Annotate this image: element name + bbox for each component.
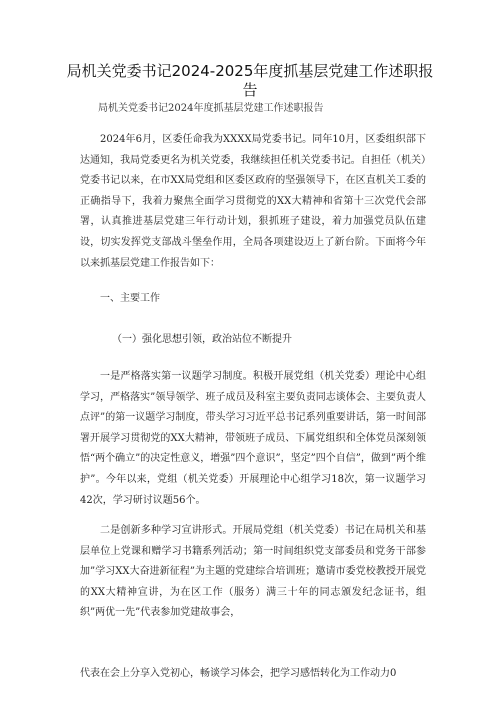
document-title — [0, 62, 500, 100]
document-title-line-2: 告 — [242, 81, 258, 99]
body-paragraph-2: 二是创新多种学习宣讲形式。开展局党组（机关党委）书记在局机关和基层单位上党课和赠学习书籍系列活动；第一时间组织党支部委员和党务干部参加”学习XX大奋进新征程”为主题的党建综合培训班；邀请市委党校教授开展党的XX大精神宣讲，为在区工作（服务）满三十年的同志颁发纪念证书，组织”两优一先”代表参加党建故事会， — [80, 525, 426, 619]
subsection-heading: （一）强化思想引领，政治站位不断提升 — [112, 334, 292, 345]
document-title-line-1: 局机关党委书记2024-2025年度抓基层党建工作述职报 — [66, 62, 434, 80]
document-subtitle: 局机关党委书记2024年度抓基层党建工作述职报告 — [98, 103, 324, 114]
body-paragraph-1: 一是严格落实第一议题学习制度。积极开展党组（机关党委）理论中心组学习，严格落实”领导领学、班子成员及科室主要负责同志谈体会、主要负责人点评”的第一议题学习制度，带头学习习近平总书记系列重要讲话，第一时间部署开展学习贯彻党的XX大精神，带领班子成员、下属党组织和全体党员深刻领悟“两个确立”的决定性意义，增强”四个意识”，坚定”四个自信”，做到”两个维护”。今年以来，党组（机关党委）开展理论中心组学习18次，第一议题学习42次，学习研讨议题56个。 — [80, 371, 426, 506]
body-paragraph-3: 代表在会上分享入党初心，畅谈学习体会，把学习感悟转化为工作动力0 — [80, 668, 397, 679]
section-heading: 一、主要工作 — [100, 293, 160, 304]
intro-paragraph: 2024年6月，区委任命我为XXXX局党委书记。同年10月，区委组织部下达通知，我局党委更名为机关党委，我继续担任机关党委书记。自担任（机关）党委书记以来，在市XX局党组和区委区政府的坚强领导下，在区直机关工委的正确指导下，我着力聚焦全面学习贯彻党的XX大精神和省第十三次党代会部署，认真推进基层党建三年行动计划，狠抓班子建设，着力加强党员队伍建设，切实发挥党支部战斗堡垒作用，全局各项建设迈上了新台阶。下面将今年以来抓基层党建工作报告如下： — [80, 134, 426, 269]
